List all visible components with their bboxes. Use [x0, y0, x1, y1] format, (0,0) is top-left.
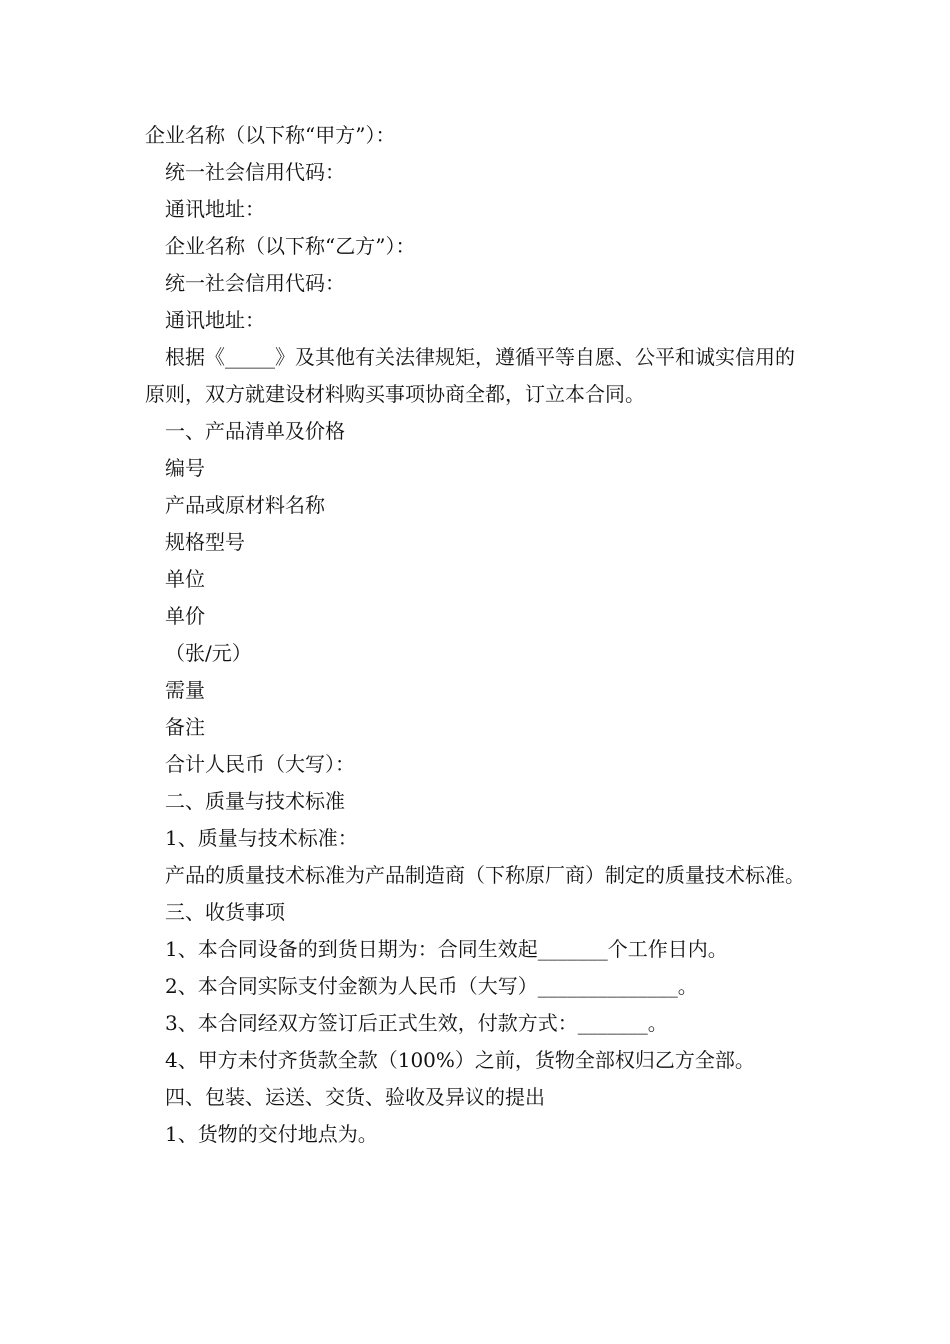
column-spec-model: 规格型号 — [165, 530, 245, 554]
party-a-name-label: 企业名称（以下称“甲方”）： — [145, 123, 396, 147]
column-quantity: 需量 — [165, 678, 205, 702]
ownership-item: 4、甲方未付齐货款全款（100%）之前，货物全部权归乙方全部。 — [165, 1048, 755, 1072]
preamble-paragraph: 根据《_____》及其他有关法律规矩，遵循平等自愿、公平和诚实信用的原则，双方就建设材料购买事项协商全都，订立本合同。 — [145, 345, 795, 406]
column-unit: 单位 — [165, 567, 205, 591]
column-remarks: 备注 — [165, 715, 205, 739]
column-number: 编号 — [165, 456, 205, 480]
section-4-heading: 四、包装、运送、交货、验收及异议的提出 — [165, 1085, 545, 1109]
section-2-heading: 二、质量与技术标准 — [165, 789, 345, 813]
contract-body — [145, 117, 807, 1153]
column-price-unit-note: （张/元） — [165, 641, 252, 665]
section-3-heading: 三、收货事项 — [165, 900, 285, 924]
payment-method-item: 3、本合同经双方签订后正式生效，付款方式：_______。 — [165, 1011, 668, 1035]
delivery-location-item: 1、货物的交付地点为。 — [165, 1122, 378, 1146]
party-b-address-label: 通讯地址： — [165, 308, 265, 332]
party-a-address-label: 通讯地址： — [165, 197, 265, 221]
quality-standard-item: 1、质量与技术标准： — [165, 826, 358, 850]
column-unit-price: 单价 — [165, 604, 205, 628]
party-b-credit-code-label: 统一社会信用代码： — [165, 271, 345, 295]
delivery-date-item: 1、本合同设备的到货日期为：合同生效起_______个工作日内。 — [165, 937, 728, 961]
party-a-credit-code-label: 统一社会信用代码： — [165, 160, 345, 184]
section-1-heading: 一、产品清单及价格 — [165, 419, 345, 443]
party-b-name-label: 企业名称（以下称“乙方”）： — [165, 234, 416, 258]
column-product-name: 产品或原材料名称 — [165, 493, 325, 517]
payment-amount-item: 2、本合同实际支付金额为人民币（大写）______________。 — [165, 974, 698, 998]
total-rmb-label: 合计人民币（大写）： — [165, 752, 355, 776]
quality-standard-paragraph: 产品的质量技术标准为产品制造商（下称原厂商）制定的质量技术标准。 — [165, 863, 805, 887]
